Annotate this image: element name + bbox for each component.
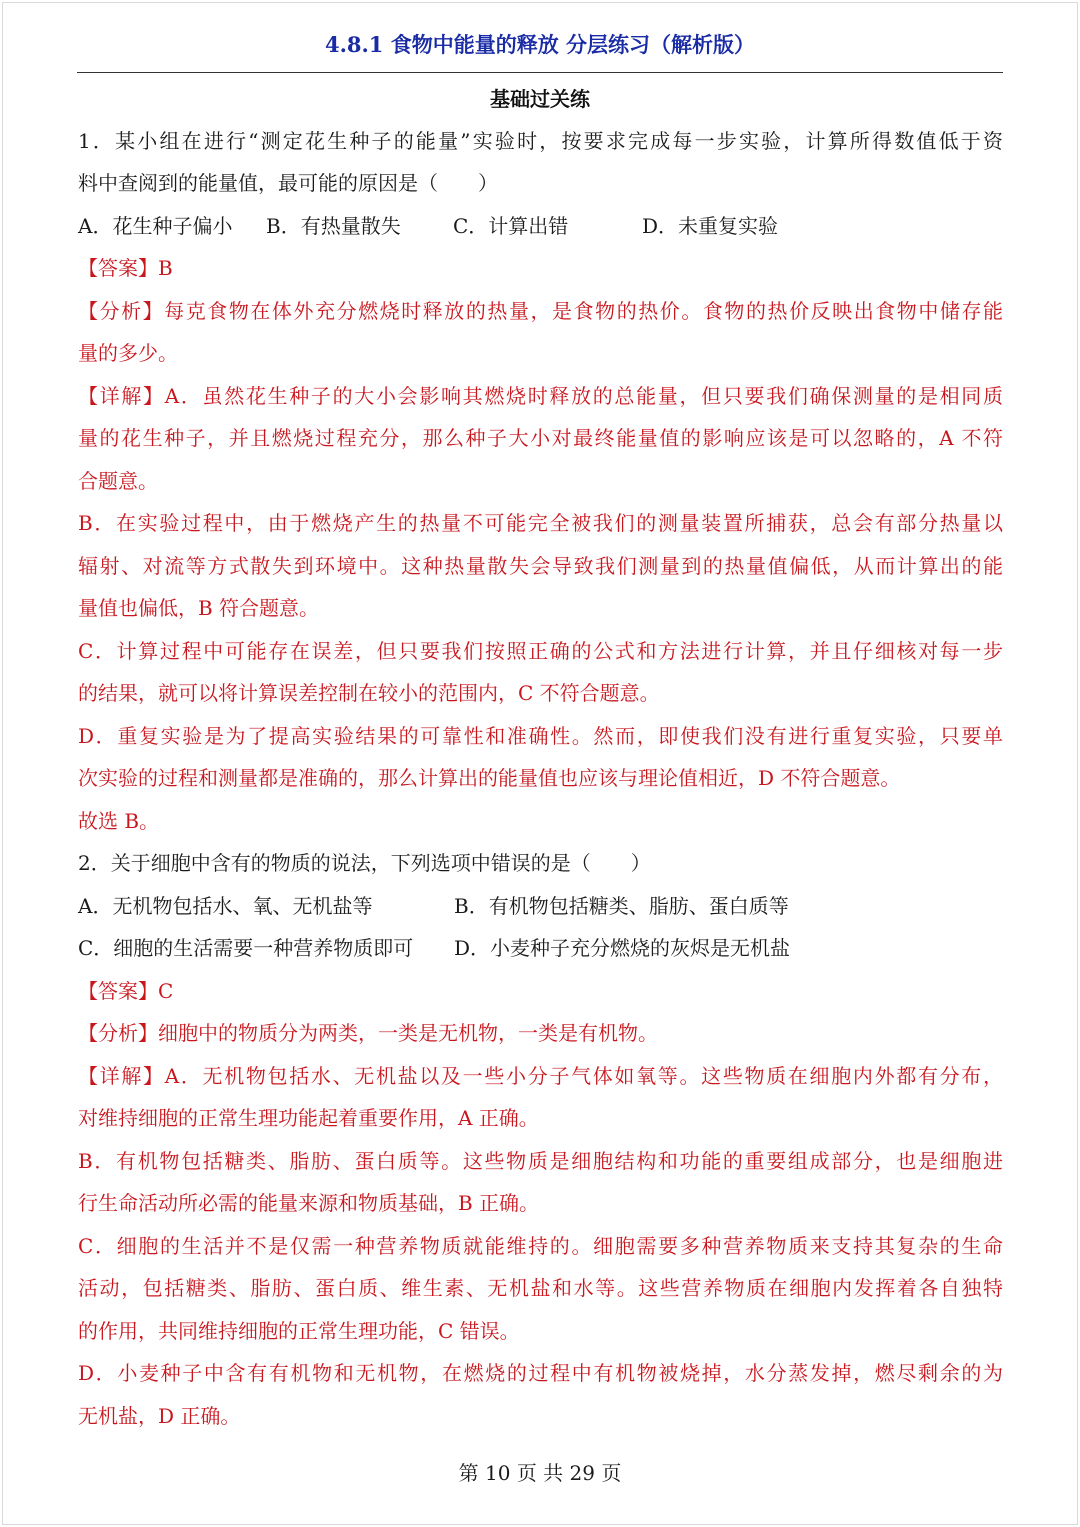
q1-stem-line-1: 1．某小组在进行“测定花生种子的能量”实验时，按要求完成每一步实验，计算所得数值低于资 — [78, 129, 1003, 153]
q2-stem: 2．关于细胞中含有的物质的说法，下列选项中错误的是（ ） — [78, 851, 651, 875]
q2-detail-a-line-1: 【详解】A．无机物包括水、无机盐以及一些小分子气体如氧等。这些物质在细胞内外都有分布， — [78, 1064, 1003, 1088]
q1-option-a: A．花生种子偏小 — [78, 214, 233, 238]
q1-detail-b-line-2: 辐射、对流等方式散失到环境中。这种热量散失会导致我们测量到的热量值偏低，从而计算出的能 — [78, 554, 1003, 578]
q1-stem-line-2: 料中查阅到的能量值，最可能的原因是（ ） — [78, 171, 498, 195]
q2-detail-b-line-2: 行生命活动所必需的能量来源和物质基础，B 正确。 — [78, 1191, 540, 1215]
q1-detail-d-line-2: 次实验的过程和测量都是准确的，那么计算出的能量值也应该与理论值相近，D 不符合题意。 — [78, 766, 901, 790]
q1-analysis-line-1: 【分析】每克食物在体外充分燃烧时释放的热量，是食物的热价。食物的热价反映出食物中储存能 — [78, 299, 1003, 323]
q1-detail-d-line-1: D．重复实验是为了提高实验结果的可靠性和准确性。然而，即使我们没有进行重复实验，只要单 — [78, 724, 1003, 748]
q1-detail-a-line-1: 【详解】A．虽然花生种子的大小会影响其燃烧时释放的总能量，但只要我们确保测量的是相同质 — [78, 384, 1003, 408]
q2-detail-d-line-2: 无机盐，D 正确。 — [78, 1404, 241, 1428]
q1-detail-b-line-1: B．在实验过程中，由于燃烧产生的热量不可能完全被我们的测量装置所捕获，总会有部分热量以 — [78, 511, 1003, 535]
q2-detail-c-line-2: 活动，包括糖类、脂肪、蛋白质、维生素、无机盐和水等。这些营养物质在细胞内发挥着各自独特 — [78, 1276, 1003, 1300]
q2-detail-d-line-1: D．小麦种子中含有有机物和无机物，在燃烧的过程中有机物被烧掉，水分蒸发掉，燃尽剩余的为 — [78, 1361, 1003, 1385]
q2-option-a: A．无机物包括水、氧、无机盐等 — [78, 894, 373, 918]
q1-option-d: D．未重复实验 — [642, 214, 779, 238]
q2-detail-c-line-3: 的作用，共同维持细胞的正常生理功能，C 错误。 — [78, 1319, 520, 1343]
q1-conclusion: 故选 B。 — [78, 809, 160, 833]
header-divider — [77, 72, 1003, 73]
q1-analysis-line-2: 量的多少。 — [78, 341, 178, 365]
q1-option-b: B．有热量散失 — [266, 214, 401, 238]
q2-option-c: C．细胞的生活需要一种营养物质即可 — [78, 936, 414, 960]
document-title: 4.8.1 食物中能量的释放 分层练习（解析版） — [324, 32, 756, 57]
q2-detail-b-line-1: B．有机物包括糖类、脂肪、蛋白质等。这些物质是细胞结构和功能的重要组成部分，也是细胞进 — [78, 1149, 1003, 1173]
q1-detail-c-line-2: 的结果，就可以将计算误差控制在较小的范围内，C 不符合题意。 — [78, 681, 660, 705]
q1-detail-b-line-3: 量值也偏低，B 符合题意。 — [78, 596, 320, 620]
q2-detail-c-line-1: C．细胞的生活并不是仅需一种营养物质就能维持的。细胞需要多种营养物质来支持其复杂的生命 — [78, 1234, 1003, 1258]
q2-answer: 【答案】C — [78, 979, 174, 1003]
q1-option-c: C．计算出错 — [453, 214, 569, 238]
q1-detail-a-line-2: 量的花生种子，并且燃烧过程充分，那么种子大小对最终能量值的影响应该是可以忽略的，A 不符 — [78, 426, 1003, 450]
q1-detail-a-line-3: 合题意。 — [78, 469, 158, 493]
page-number: 第 10 页 共 29 页 — [458, 1461, 622, 1485]
q2-detail-a-line-2: 对维持细胞的正常生理功能起着重要作用，A 正确。 — [78, 1106, 539, 1130]
q1-detail-c-line-1: C．计算过程中可能存在误差，但只要我们按照正确的公式和方法进行计算，并且仔细核对每一步 — [78, 639, 1003, 663]
q1-answer: 【答案】B — [78, 256, 173, 280]
q2-option-b: B．有机物包括糖类、脂肪、蛋白质等 — [454, 894, 789, 918]
q2-analysis: 【分析】细胞中的物质分为两类，一类是无机物，一类是有机物。 — [78, 1021, 658, 1045]
section-title: 基础过关练 — [490, 87, 590, 111]
q2-option-d: D．小麦种子充分燃烧的灰烬是无机盐 — [454, 936, 791, 960]
